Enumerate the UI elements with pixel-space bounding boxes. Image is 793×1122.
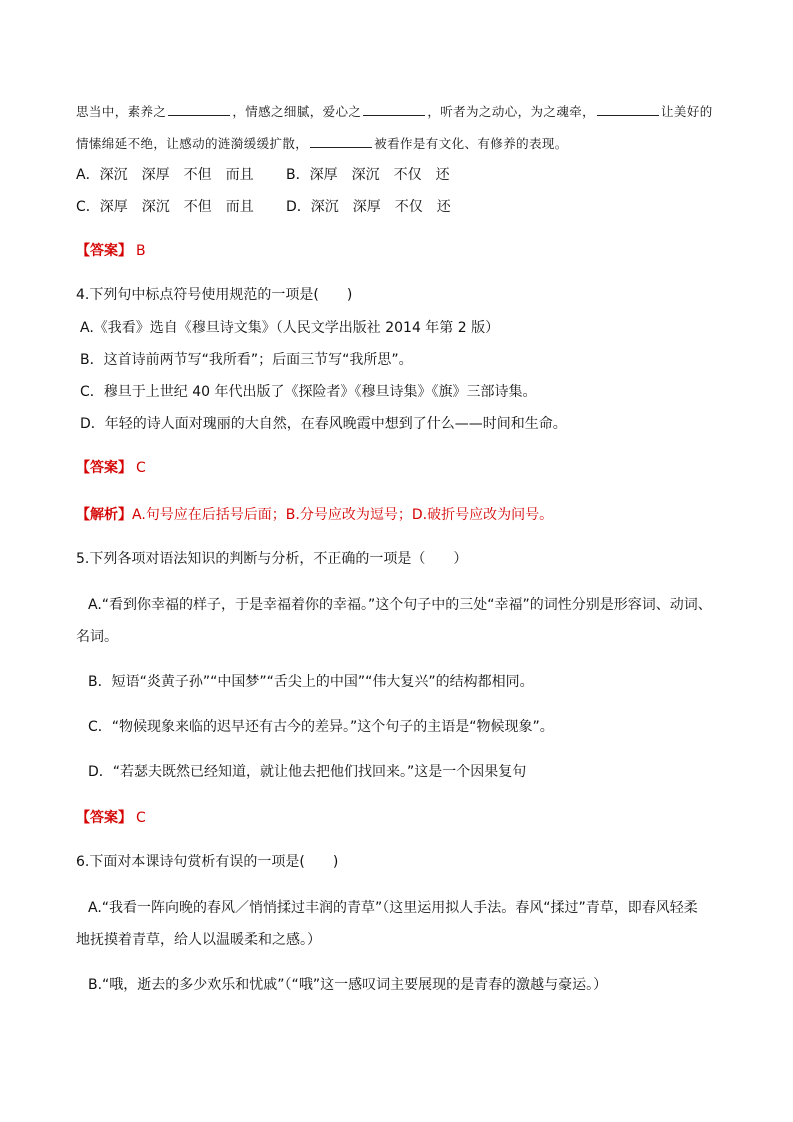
q5-option-a-line-2: 名词。 [76, 629, 118, 645]
q4-answer [76, 458, 146, 478]
q5-answer [76, 808, 146, 828]
q3-answer [76, 241, 146, 261]
answer-tag: 【答案】 [76, 460, 132, 476]
passage-text: 情愫绵延不绝，让感动的涟漪缓缓扩散， [76, 136, 309, 151]
fill-blank [168, 102, 230, 116]
fill-blank [363, 102, 425, 116]
q6-option-a-line-1: A.“我看一阵向晚的春风／悄悄揉过丰润的青草”（这里运用拟人手法。春风“揉过”青草，即春风轻柔 [88, 900, 698, 916]
q4-analysis [76, 505, 553, 525]
answer-value: C [136, 460, 146, 476]
q6-option-a-line-2: 地抚摸着青草，给人以温暖柔和之感。） [76, 932, 321, 948]
answer-value: B [136, 243, 146, 259]
q5-option-a-line-1: A.“看到你幸福的样子，于是幸福着你的幸福。”这个句子中的三处“幸福”的词性分别是形容词、动词、 [88, 597, 712, 613]
q6-option-b: B.“哦，逝去的多少欢乐和忧戚”（“哦”这一感叹词主要展现的是青春的激越与豪运。） [88, 977, 608, 993]
passage-text: ，听者为之动心，为之魂牵， [427, 104, 596, 119]
q3-options-row-1 [76, 165, 450, 185]
q3-option-c: C．深厚 深沉 不但 而且 [76, 199, 254, 215]
q4-option-c: C．穆旦于上世纪 40 年代出版了《探险者》《穆旦诗集》《旗》三部诗集。 [80, 384, 537, 400]
q4-option-a: A.《我看》选自《穆旦诗文集》（人民文学出版社 2014 年第 2 版） [80, 320, 500, 336]
passage-line-1 [76, 102, 713, 122]
analysis-text: A.句号应在后括号后面；B.分号应改为逗号；D.破折号应改为问号。 [132, 507, 554, 523]
q4-stem: 4.下列句中标点符号使用规范的一项是( ) [76, 287, 353, 303]
answer-value: C [136, 810, 146, 826]
q3-option-b: B．深厚 深沉 不仅 还 [286, 167, 450, 183]
answer-tag: 【答案】 [76, 243, 132, 259]
q6-stem: 6.下面对本课诗句赏析有误的一项是( ) [76, 854, 339, 870]
fill-blank [597, 102, 659, 116]
q3-options-row-2 [76, 197, 451, 217]
fill-blank [310, 134, 372, 148]
answer-tag: 【答案】 [76, 810, 132, 826]
passage-line-2 [76, 134, 568, 154]
analysis-tag: 【解析】 [76, 507, 132, 523]
q4-option-b: B．这首诗前两节写“我所看”；后面三节写“我所思”。 [80, 352, 413, 368]
q5-option-b: B．短语“炎黄子孙”“中国梦”“舌尖上的中国”“伟大复兴”的结构都相同。 [88, 674, 534, 690]
passage-text: 思当中，素养之 [76, 104, 167, 119]
q3-option-d: D．深沉 深厚 不仅 还 [286, 199, 451, 215]
passage-text: 让美好的 [661, 104, 713, 119]
q5-stem: 5.下列各项对语法知识的判断与分析，不正确的一项是（ ） [76, 551, 468, 567]
passage-text: 被看作是有文化、有修养的表现。 [374, 136, 568, 151]
q5-option-d: D．“若瑟夫既然已经知道，就让他去把他们找回来。”这是一个因果复句 [88, 764, 527, 780]
q4-option-d: D．年轻的诗人面对瑰丽的大自然，在春风晚霞中想到了什么——时间和生命。 [80, 416, 567, 432]
q3-option-a: A．深沉 深厚 不但 而且 [76, 167, 254, 183]
passage-text: ，情感之细腻，爱心之 [232, 104, 362, 119]
q5-option-c: C．“物候现象来临的迟早还有古今的差异。”这个句子的主语是“物候现象”。 [88, 719, 554, 735]
